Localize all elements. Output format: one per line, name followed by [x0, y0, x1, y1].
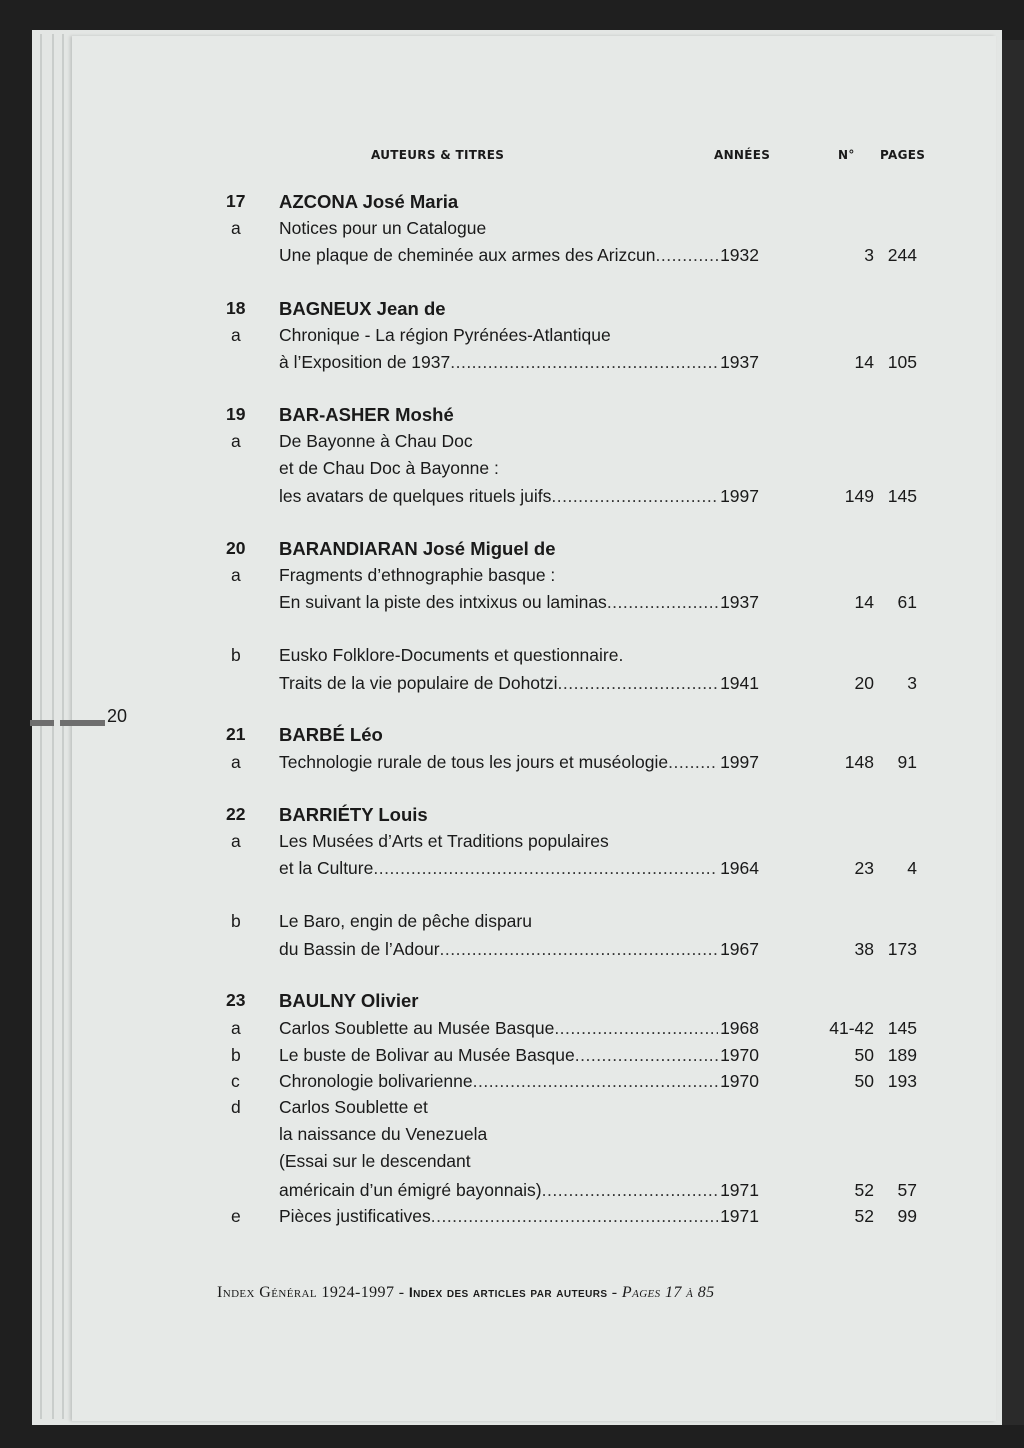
article-title-leader — [279, 752, 759, 773]
dot-leader — [668, 752, 718, 773]
article-line — [0, 645, 1024, 671]
article-year: 1997 — [720, 486, 759, 506]
article-title-leader — [279, 1018, 759, 1039]
page-ref: 173 — [887, 939, 917, 959]
author-name: BAGNEUX Jean de — [279, 298, 446, 319]
article-line — [0, 486, 1024, 512]
article-year: 1970 — [720, 1071, 759, 1091]
article-line — [0, 431, 1024, 457]
page-ref: 57 — [897, 1180, 917, 1200]
dot-leader — [450, 352, 718, 373]
article-line — [0, 458, 1024, 484]
author-name: AZCONA José Maria — [279, 191, 459, 212]
article-line — [0, 592, 1024, 618]
author-heading — [0, 724, 1024, 750]
article-year: 1971 — [720, 1206, 759, 1226]
article-title: Le Baro, engin de pêche disparu — [279, 911, 532, 931]
footer-pages: Pages 17 à 85 — [621, 1284, 715, 1301]
dot-leader — [473, 1071, 718, 1092]
dot-leader — [607, 592, 718, 613]
article-title: Traits de la vie populaire de Dohotzi — [279, 673, 558, 693]
issue-number: 14 — [854, 592, 874, 612]
article-title-leader — [279, 858, 759, 879]
article-title: En suivant la piste des intxixus ou laminas — [279, 592, 607, 612]
page-ref: 105 — [887, 352, 917, 372]
article-line — [0, 1124, 1024, 1150]
dot-leader — [542, 1180, 718, 1201]
article-line — [0, 352, 1024, 378]
article-line — [0, 1206, 1024, 1232]
article-line — [0, 1018, 1024, 1044]
page-ref: 244 — [887, 245, 917, 265]
article-line — [0, 1180, 1024, 1206]
page-ref: 145 — [887, 1018, 917, 1038]
article-year: 1937 — [720, 592, 759, 612]
article-title: la naissance du Venezuela — [279, 1124, 488, 1144]
article-title-leader — [279, 1045, 759, 1066]
entry-number: 18 — [226, 298, 246, 318]
article-line — [0, 939, 1024, 965]
page-ref: 3 — [907, 673, 917, 693]
article-letter: b — [231, 911, 241, 931]
article-title: Chronologie bolivarienne — [279, 1071, 473, 1091]
issue-number: 52 — [854, 1206, 874, 1226]
entry-number: 22 — [226, 804, 246, 824]
entry-number: 21 — [226, 724, 246, 744]
author-name: BAR-ASHER Moshé — [279, 404, 454, 425]
article-title-leader — [279, 352, 759, 373]
dot-leader — [373, 858, 718, 879]
article-year: 1968 — [720, 1018, 759, 1038]
article-title: et la Culture — [279, 858, 374, 878]
header-number: N° — [838, 148, 855, 162]
article-title: et de Chau Doc à Bayonne : — [279, 458, 499, 478]
article-letter: a — [231, 831, 241, 851]
article-line — [0, 1045, 1024, 1071]
article-title: Pièces justificatives — [279, 1206, 431, 1226]
entry-number: 23 — [226, 990, 246, 1010]
article-title: Notices pour un Catalogue — [279, 218, 487, 238]
issue-number: 23 — [854, 858, 874, 878]
article-letter: a — [231, 431, 241, 451]
article-letter: e — [231, 1206, 241, 1226]
article-line — [0, 1151, 1024, 1177]
author-name: BARBÉ Léo — [279, 724, 383, 745]
article-title-leader — [279, 1180, 759, 1201]
article-title-leader — [279, 245, 759, 266]
article-title-leader — [279, 1071, 759, 1092]
issue-number: 3 — [864, 245, 874, 265]
article-title: De Bayonne à Chau Doc — [279, 431, 473, 451]
article-line — [0, 1071, 1024, 1097]
footer-title: Index Général 1924-1997 — [217, 1284, 395, 1301]
header-years: ANNÉES — [714, 148, 771, 162]
page-ref: 4 — [907, 858, 917, 878]
entry-number: 19 — [226, 404, 246, 424]
article-letter: a — [231, 752, 241, 772]
author-heading — [0, 804, 1024, 830]
issue-number: 38 — [854, 939, 874, 959]
article-title: américain d’un émigré bayonnais) — [279, 1180, 542, 1200]
article-line — [0, 858, 1024, 884]
thumb-tab-bar — [60, 720, 105, 726]
footer-separator: - — [607, 1284, 622, 1301]
dot-leader — [575, 1045, 718, 1066]
footer-separator: - — [394, 1284, 409, 1301]
article-title-leader — [279, 939, 759, 960]
article-title-leader — [279, 592, 759, 613]
article-title: Chronique - La région Pyrénées-Atlantique — [279, 325, 611, 345]
article-line — [0, 1097, 1024, 1123]
article-letter: b — [231, 1045, 241, 1065]
article-year: 1932 — [720, 245, 759, 265]
article-line — [0, 325, 1024, 351]
article-year: 1941 — [720, 673, 759, 693]
article-title-leader — [279, 1206, 759, 1227]
article-line — [0, 218, 1024, 244]
header-authors-titles: AUTEURS & TITRES — [371, 148, 505, 162]
article-letter: a — [231, 1018, 241, 1038]
article-title: du Bassin de l’Adour — [279, 939, 440, 959]
article-title: Le buste de Bolivar au Musée Basque — [279, 1045, 575, 1065]
article-title: les avatars de quelques rituels juifs — [279, 486, 552, 506]
running-footer — [217, 1284, 917, 1302]
issue-number: 50 — [854, 1045, 874, 1065]
article-year: 1937 — [720, 352, 759, 372]
author-name: BAULNY Olivier — [279, 990, 419, 1011]
article-letter: c — [231, 1071, 240, 1091]
article-title: Eusko Folklore-Documents et questionnaire. — [279, 645, 624, 665]
article-letter: b — [231, 645, 241, 665]
dot-leader — [655, 245, 718, 266]
article-title: Carlos Soublette au Musée Basque — [279, 1018, 555, 1038]
thumb-tab-bar — [30, 720, 54, 726]
article-title: Les Musées d’Arts et Traditions populaires — [279, 831, 609, 851]
issue-number: 50 — [854, 1071, 874, 1091]
footer-section: Index des articles par auteurs — [408, 1284, 608, 1300]
article-year: 1971 — [720, 1180, 759, 1200]
page-ref: 193 — [887, 1071, 917, 1091]
author-heading — [0, 538, 1024, 564]
article-letter: d — [231, 1097, 241, 1117]
page-ref: 145 — [887, 486, 917, 506]
header-pages: PAGES — [880, 148, 926, 162]
page-number: 20 — [107, 706, 128, 726]
article-title: (Essai sur le descendant — [279, 1151, 471, 1171]
article-letter: a — [231, 218, 241, 238]
article-title: à l’Exposition de 1937 — [279, 352, 451, 372]
issue-number: 149 — [844, 486, 874, 506]
article-title: Fragments d’ethnographie basque : — [279, 565, 556, 585]
issue-number: 14 — [854, 352, 874, 372]
page-ref: 61 — [897, 592, 917, 612]
issue-number: 41-42 — [829, 1018, 874, 1038]
article-letter: a — [231, 565, 241, 585]
author-heading — [0, 990, 1024, 1016]
article-title: Technologie rurale de tous les jours et muséologie — [279, 752, 669, 772]
author-heading — [0, 191, 1024, 217]
article-line — [0, 565, 1024, 591]
article-line — [0, 911, 1024, 937]
article-year: 1997 — [720, 752, 759, 772]
dot-leader — [431, 1206, 718, 1227]
article-title-leader — [279, 486, 759, 507]
issue-number: 52 — [854, 1180, 874, 1200]
article-year: 1970 — [720, 1045, 759, 1065]
dot-leader — [551, 486, 718, 507]
page-ref: 91 — [897, 752, 917, 772]
dot-leader — [558, 673, 719, 694]
entry-number: 17 — [226, 191, 246, 211]
dot-leader — [554, 1018, 718, 1039]
issue-number: 20 — [854, 673, 874, 693]
article-letter: a — [231, 325, 241, 345]
article-line — [0, 752, 1024, 778]
article-year: 1967 — [720, 939, 759, 959]
article-line — [0, 673, 1024, 699]
article-year: 1964 — [720, 858, 759, 878]
author-heading — [0, 298, 1024, 324]
author-name: BARANDIARAN José Miguel de — [279, 538, 556, 559]
entry-number: 20 — [226, 538, 246, 558]
page-ref: 189 — [887, 1045, 917, 1065]
issue-number: 148 — [844, 752, 874, 772]
article-line — [0, 245, 1024, 271]
dot-leader — [440, 939, 719, 960]
author-name: BARRIÉTY Louis — [279, 804, 428, 825]
article-title: Une plaque de cheminée aux armes des Arizcun — [279, 245, 656, 265]
article-title: Carlos Soublette et — [279, 1097, 428, 1117]
article-line — [0, 831, 1024, 857]
article-title-leader — [279, 673, 759, 694]
page-ref: 99 — [897, 1206, 917, 1226]
author-heading — [0, 404, 1024, 430]
